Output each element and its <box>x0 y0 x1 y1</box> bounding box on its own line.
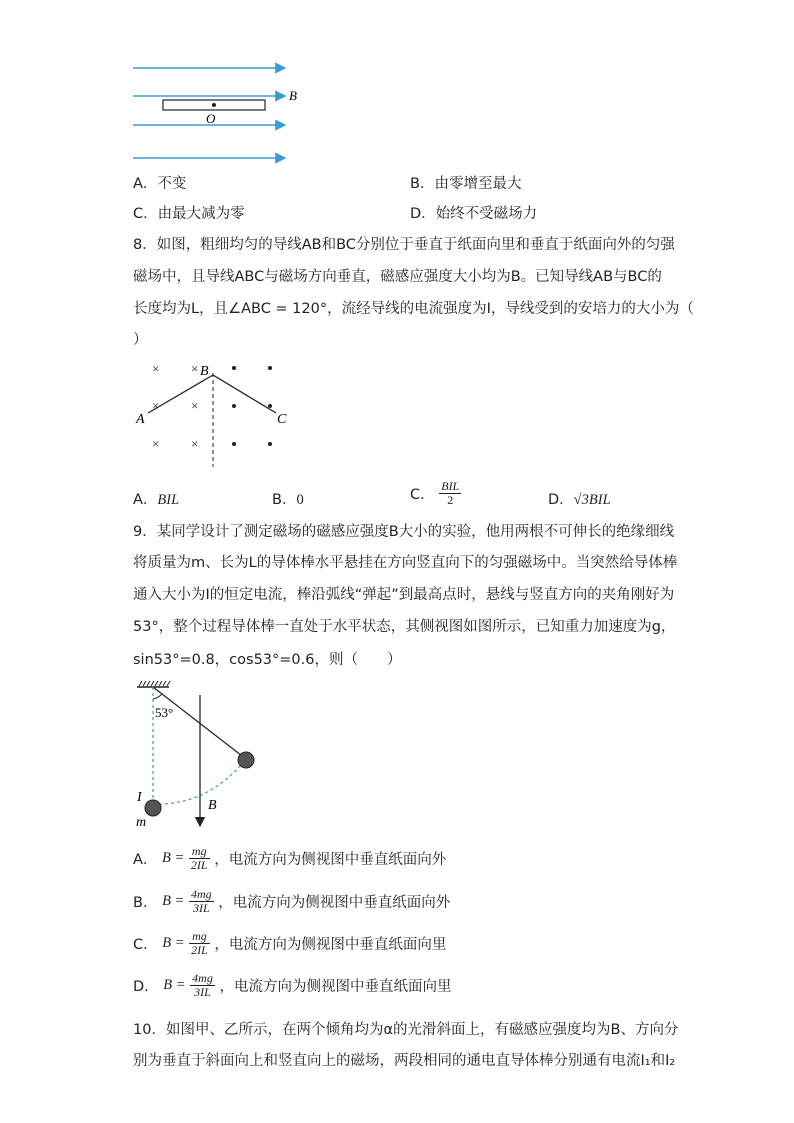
cross-mark: × <box>152 398 160 413</box>
pivot-dot <box>212 103 216 107</box>
q7-option-c[interactable]: C．由最大减为零 <box>133 206 245 222</box>
label-B: B <box>200 364 209 379</box>
rod-bottom <box>145 800 161 816</box>
q7-option-b[interactable]: B．由零增至最大 <box>410 176 522 192</box>
q7-figure <box>125 55 315 170</box>
fraction: $\frac{\text{BIL}}{2}$ <box>441 479 460 507</box>
fraction: $\frac{4mg}{3IL}$ <box>192 971 213 999</box>
label-C: C <box>277 412 287 427</box>
q8-option-b[interactable]: B．0 <box>272 492 304 508</box>
q9-option-b[interactable]: B． B = $\frac{4mg}{3IL}$ ，电流方向为侧视图中垂直纸面向外 <box>133 887 451 915</box>
label-I: I <box>137 790 142 805</box>
fraction: $\frac{mg}{2IL}$ <box>191 929 208 957</box>
label-O: O <box>206 111 216 126</box>
dot-mark <box>232 366 236 370</box>
q8-line-4: ） <box>133 332 148 348</box>
q9-line-5: sin53°=0.8，cos53°=0.6，则（ ） <box>133 652 402 668</box>
dot-mark <box>268 442 272 446</box>
q8-line-2: 磁场中，且导线ABC与磁场方向垂直，磁感应强度大小均为B。已知导线AB与BC的 <box>133 269 662 285</box>
q10-line-2: 别为垂直于斜面向上和竖直向上的磁场，两段相同的通电直导体棒分别通有电流I₁和I₂ <box>133 1053 676 1069</box>
wire-BC <box>213 375 276 413</box>
cross-mark: × <box>152 436 160 451</box>
cross-mark: × <box>191 361 199 376</box>
q7-option-a[interactable]: A．不变 <box>133 176 187 192</box>
q8-option-c[interactable]: C． $\frac{\text{BIL}}{2}$ <box>410 479 460 507</box>
wire-AB <box>148 375 213 413</box>
q8-figure <box>130 355 300 470</box>
label-B: B <box>289 88 297 103</box>
cross-mark: × <box>191 398 199 413</box>
q8-option-d[interactable]: D．√3BIL <box>548 492 611 508</box>
q10-line-1: 10．如图甲、乙所示，在两个倾角均为α的光滑斜面上，有磁感应强度均为B、方向分 <box>133 1022 679 1038</box>
q8-line-1: 8．如图，粗细均匀的导线AB和BC分别位于垂直于纸面向里和垂直于纸面向外的匀强 <box>133 237 675 253</box>
q7-option-d[interactable]: D．始终不受磁场力 <box>410 206 538 222</box>
angle-label: 53° <box>155 705 174 720</box>
dot-mark <box>268 404 272 408</box>
q9-option-a[interactable]: A． B = $\frac{mg}{2IL}$ ，电流方向为侧视图中垂直纸面向外 <box>133 844 447 872</box>
cross-mark: × <box>191 436 199 451</box>
label-A: A <box>136 412 145 427</box>
q9-line-4: 53°，整个过程导体棒一直处于水平状态，其侧视图如图所示，已知重力加速度为g， <box>133 619 676 635</box>
q9-line-3: 通入大小为I的恒定电流，棒沿弧线“弹起”到最高点时，悬线与竖直方向的夹角刚好为 <box>133 587 675 603</box>
dot-mark <box>268 366 272 370</box>
rod-top <box>238 752 254 768</box>
q9-line-1: 9．某同学设计了测定磁场的磁感应强度B大小的实验，他用两根不可伸长的绝缘细线 <box>133 524 675 540</box>
label-m: m <box>136 815 147 830</box>
cross-mark: × <box>152 361 160 376</box>
q9-option-d[interactable]: D． B = $\frac{4mg}{3IL}$ ，电流方向为侧视图中垂直纸面向里 <box>133 971 452 999</box>
label-B: B <box>208 798 217 813</box>
dot-mark <box>232 404 236 408</box>
q8-line-3: 长度均为L，且∠ABC = 120°，流经导线的电流强度为I，导线受到的安培力的大小为（ <box>133 301 694 317</box>
q9-line-2: 将质量为m、长为L的导体棒水平悬挂在方向竖直向下的匀强磁场中。当突然给导体棒 <box>133 555 678 571</box>
angle-arc <box>153 694 162 699</box>
fraction: $\frac{mg}{2IL}$ <box>190 844 208 872</box>
dot-mark <box>232 442 236 446</box>
q8-option-a[interactable]: A．BIL <box>133 492 180 508</box>
q9-option-c[interactable]: C． B = $\frac{mg}{2IL}$ ，电流方向为侧视图中垂直纸面向里 <box>133 929 447 957</box>
fraction: $\frac{4mg}{3IL}$ <box>190 887 212 915</box>
q9-figure <box>128 680 278 830</box>
